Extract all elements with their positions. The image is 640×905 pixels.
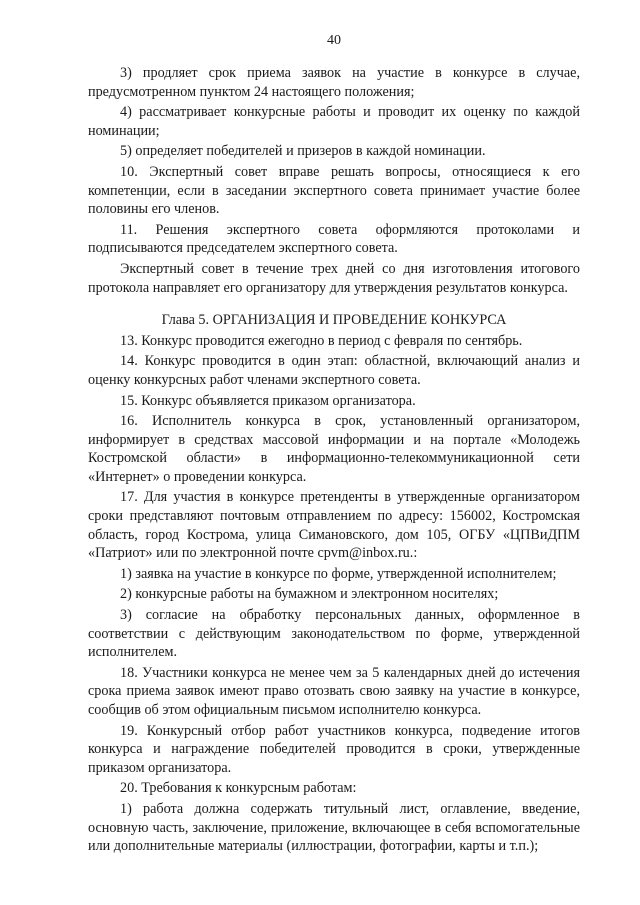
page-number: 40 — [327, 33, 341, 48]
paragraph: 19. Конкурсный отбор работ участников конкурса, подведение итогов конкурса и награждение победителей проводится в сроки, утвержденные приказом организатора. — [88, 722, 580, 776]
chapter-title: Глава 5. ОРГАНИЗАЦИЯ И ПРОВЕДЕНИЕ КОНКУРСА — [161, 312, 507, 329]
paragraph: 20. Требования к конкурсным работам: — [120, 780, 357, 797]
paragraph: 4) рассматривает конкурсные работы и проводит их оценку по каждой номинации; — [88, 104, 580, 139]
paragraph: 3) продляет срок приема заявок на участие в конкурсе в случае, предусмотренном пунктом 24 настоящего положения; — [88, 65, 580, 100]
paragraph: 5) определяет победителей и призеров в каждой номинации. — [120, 143, 486, 160]
paragraph: Экспертный совет в течение трех дней со дня изготовления итогового протокола направляет его организатору для утверждения результатов конкурса. — [88, 260, 580, 296]
paragraph: 13. Конкурс проводится ежегодно в период с февраля по сентябрь. — [120, 332, 523, 349]
list-item: 1) работа должна содержать титульный лист, оглавление, введение, основную часть, заключение, приложение, включающее в себя вспомогательные или дополнительные материалы (иллюстрации, фотографии, карты и т.п.); — [88, 800, 580, 855]
paragraph: 18. Участники конкурса не менее чем за 5 календарных дней до истечения срока приема заявок имеют право отозвать свою заявку на участие в конкурсе, сообщив об этом официальным письмом исполнителю конкурса. — [88, 664, 580, 718]
list-item: 2) конкурсные работы на бумажном и электронном носителях; — [120, 586, 499, 603]
paragraph: 14. Конкурс проводится в один этап: областной, включающий анализ и оценку конкурсных работ членами экспертного совета. — [88, 353, 580, 388]
list-item: 3) согласие на обработку персональных данных, оформленное в соответствии с действующим законодательством по форме, утвержденной исполнителем. — [88, 607, 580, 661]
paragraph: 10. Экспертный совет вправе решать вопросы, относящиеся к его компетенции, если в заседании экспертного совета принимает участие более половины его членов. — [88, 163, 580, 218]
paragraph: 16. Исполнитель конкурса в срок, установленный организатором, информирует в средствах массовой информации и на портале «Молодежь Костромской области» в информационно-телекоммуникационной сети «Интернет» о проведении конкурса. — [88, 413, 580, 485]
paragraph: 15. Конкурс объявляется приказом организатора. — [120, 392, 416, 409]
list-item: 1) заявка на участие в конкурсе по форме, утвержденной исполнителем; — [120, 565, 557, 582]
paragraph: 17. Для участия в конкурсе претенденты в утвержденные организатором сроки представляют почтовым отправлением по адресу: 156002, Костромская область, город Кострома, улица Симановского, дом 105, ОГБУ «ЦПВиДПМ «Патриот» или по электронной почте cpvm@inbox.ru.: — [88, 489, 580, 562]
paragraph: 11. Решения экспертного совета оформляются протоколами и подписываются председателем экспертного совета. — [88, 221, 580, 257]
